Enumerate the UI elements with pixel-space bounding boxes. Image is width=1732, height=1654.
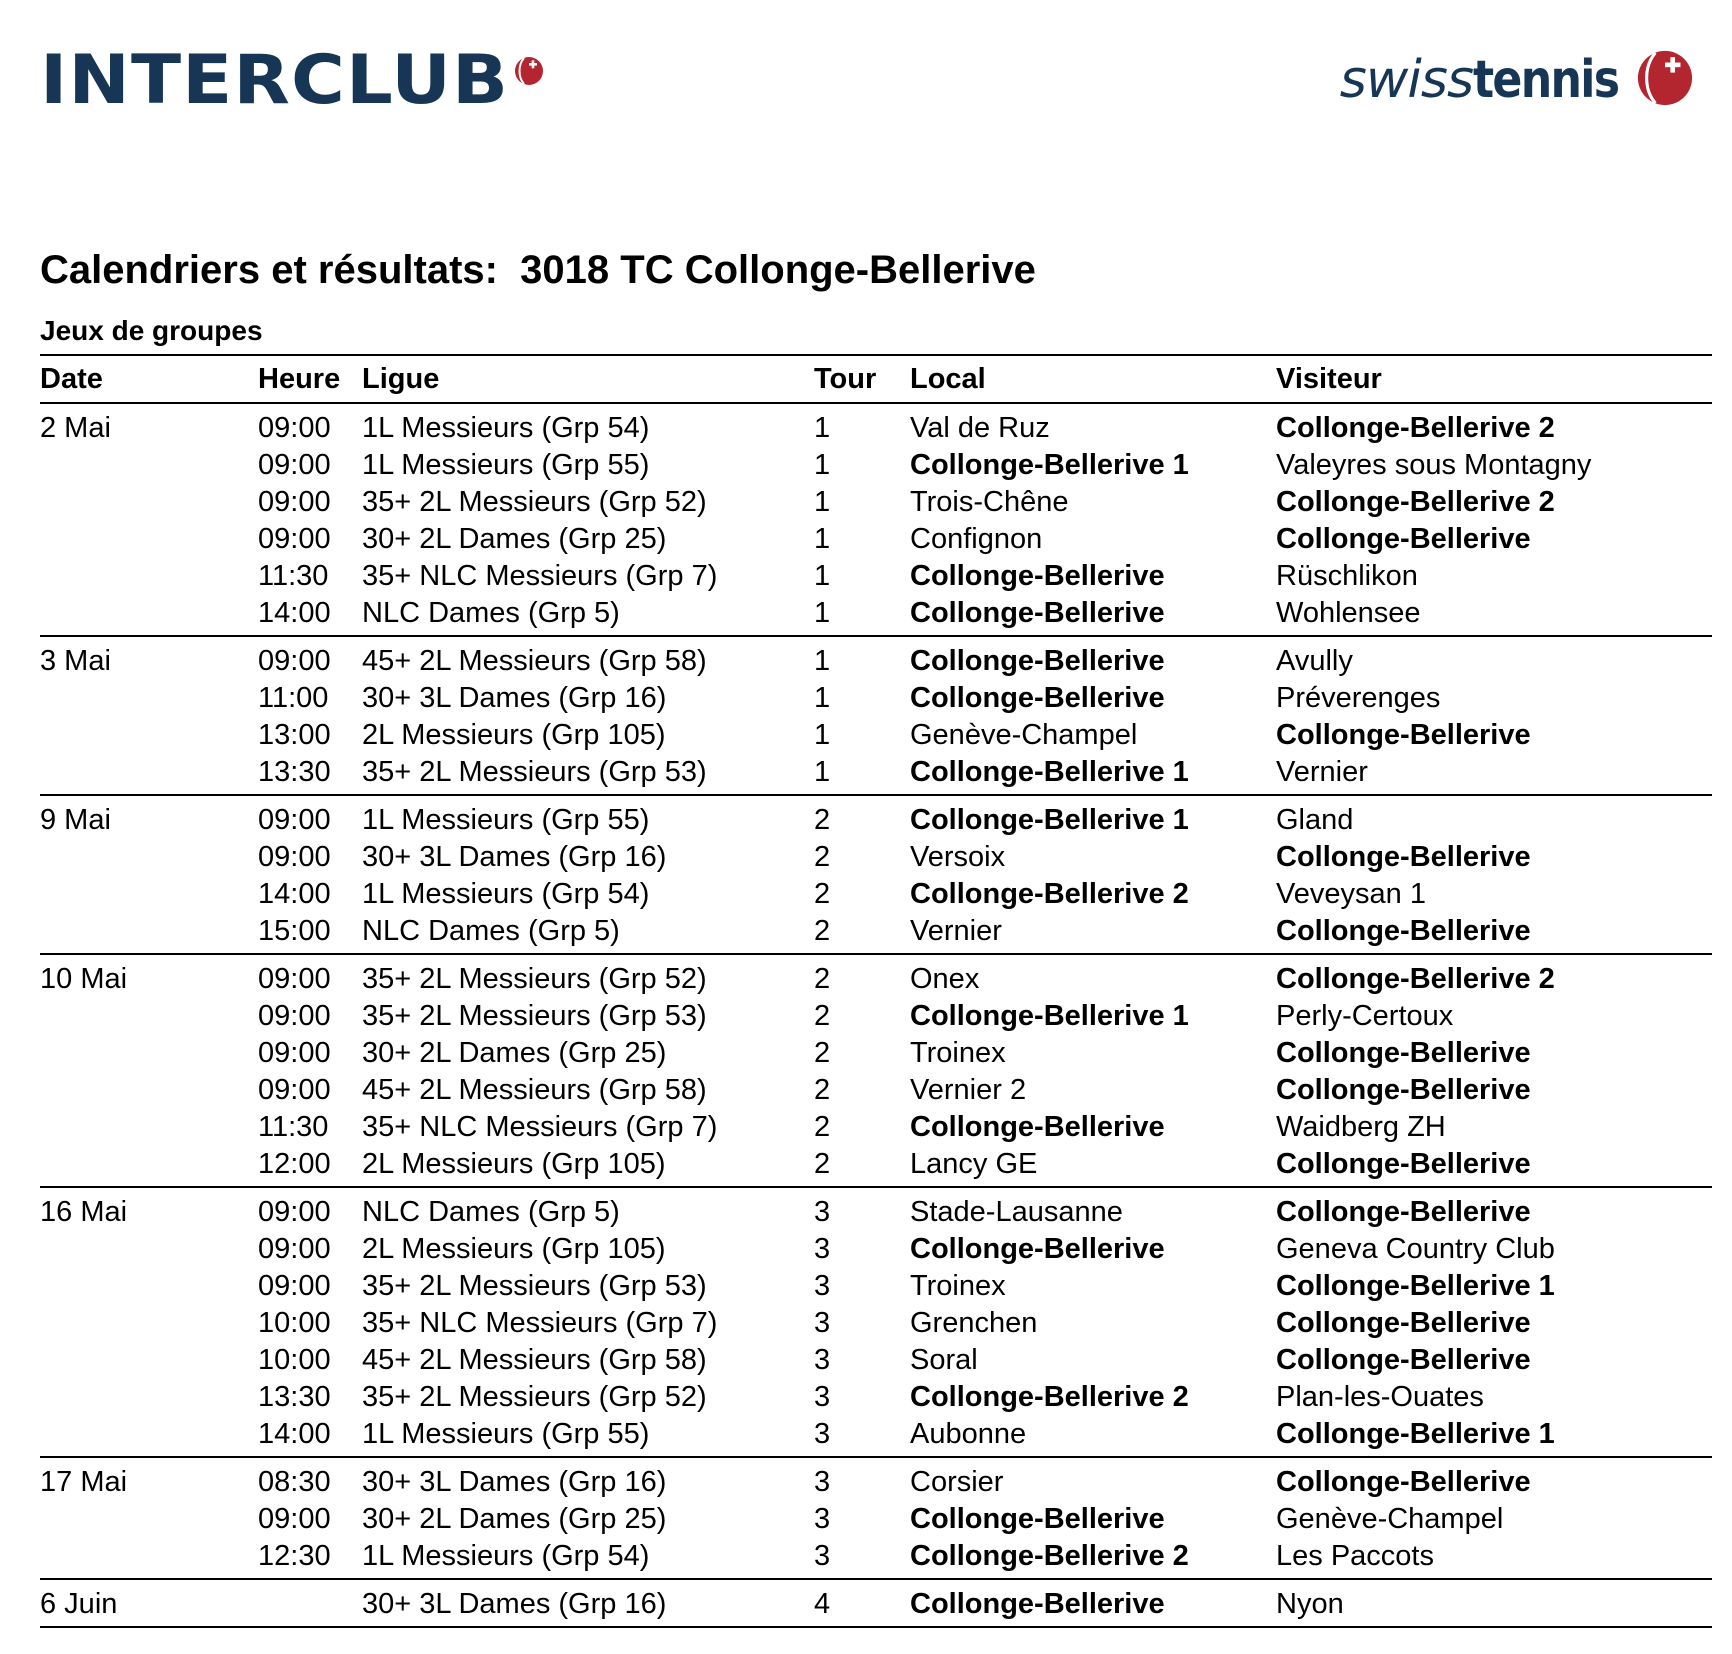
- column-header-league: Ligue: [362, 355, 814, 403]
- cell-time: 09:00: [258, 1037, 331, 1069]
- cell-league: 1L Messieurs (Grp 54): [362, 878, 650, 910]
- cell-date: 2 Mai: [40, 412, 111, 444]
- cell-visitor: Perly-Certoux: [1276, 1000, 1454, 1032]
- cell-league: 1L Messieurs (Grp 55): [362, 449, 650, 481]
- date-group: [40, 1187, 1712, 1457]
- table-row: [40, 876, 1712, 913]
- cell-visitor: Waidberg ZH: [1276, 1111, 1446, 1143]
- cell-date: [40, 1379, 258, 1416]
- cell-local: Stade-Lausanne: [910, 1196, 1123, 1228]
- cell-visitor: Collonge-Bellerive: [1276, 1148, 1531, 1180]
- table-row: [40, 717, 1712, 754]
- cell-tour: 3: [814, 1466, 831, 1498]
- cell-date: [40, 876, 258, 913]
- date-group: [40, 403, 1712, 636]
- cell-local: Collonge-Bellerive: [910, 560, 1165, 592]
- cell-time: 09:00: [258, 1233, 331, 1265]
- cell-league: 35+ NLC Messieurs (Grp 7): [362, 1307, 718, 1339]
- cell-league: 30+ 3L Dames (Grp 16): [362, 1588, 667, 1620]
- swiss-tennis-ball-icon: [1636, 49, 1694, 112]
- cell-local: Trois-Chêne: [910, 486, 1069, 518]
- cell-tour: 3: [814, 1344, 831, 1376]
- table-row: [40, 1072, 1712, 1109]
- cell-local: Collonge-Bellerive 2: [910, 878, 1189, 910]
- table-row: [40, 1305, 1712, 1342]
- swisstennis-logo-bold: tennis: [1473, 50, 1619, 110]
- cell-time: 09:00: [258, 1270, 331, 1302]
- table-row: [40, 1109, 1712, 1146]
- cell-tour: 1: [814, 645, 831, 677]
- cell-league: 2L Messieurs (Grp 105): [362, 1233, 666, 1265]
- column-header-tour: Tour: [814, 355, 910, 403]
- page-title: Calendriers et résultats: 3018 TC Collonge-Bellerive: [40, 248, 1036, 292]
- cell-league: 2L Messieurs (Grp 105): [362, 719, 666, 751]
- cell-league: 1L Messieurs (Grp 54): [362, 412, 650, 444]
- table-row: [40, 447, 1712, 484]
- cell-time: 11:30: [258, 560, 329, 592]
- cell-date: [40, 754, 258, 795]
- cell-local: Val de Ruz: [910, 412, 1050, 444]
- cell-visitor: Collonge-Bellerive: [1276, 1037, 1531, 1069]
- cell-time: 11:30: [258, 1111, 329, 1143]
- cell-time: 14:00: [258, 1418, 331, 1450]
- cell-visitor: Vernier: [1276, 756, 1368, 788]
- cell-visitor: Collonge-Bellerive: [1276, 915, 1531, 947]
- cell-visitor: Collonge-Bellerive: [1276, 1344, 1531, 1376]
- cell-tour: 1: [814, 523, 831, 555]
- cell-visitor: Collonge-Bellerive: [1276, 523, 1531, 555]
- table-row: [40, 680, 1712, 717]
- cell-date: [40, 913, 258, 954]
- table-row: [40, 1457, 1712, 1501]
- cell-time: 12:00: [258, 1148, 331, 1180]
- cell-time: 14:00: [258, 878, 331, 910]
- cell-time: [258, 1579, 362, 1627]
- cell-local: Troinex: [910, 1270, 1006, 1302]
- cell-time: 09:00: [258, 523, 331, 555]
- cell-date: [40, 1538, 258, 1579]
- cell-league: 35+ 2L Messieurs (Grp 53): [362, 1270, 707, 1302]
- cell-local: Collonge-Bellerive: [910, 597, 1165, 629]
- cell-tour: 1: [814, 756, 831, 788]
- cell-tour: 1: [814, 682, 831, 714]
- cell-local: Onex: [910, 963, 980, 995]
- table-row: [40, 595, 1712, 636]
- cell-tour: 4: [814, 1588, 831, 1620]
- cell-time: 09:00: [258, 963, 331, 995]
- table-row: [40, 1538, 1712, 1579]
- table-row: [40, 558, 1712, 595]
- cell-league: 35+ 2L Messieurs (Grp 52): [362, 486, 707, 518]
- cell-league: 30+ 3L Dames (Grp 16): [362, 841, 667, 873]
- cell-league: 1L Messieurs (Grp 55): [362, 1418, 650, 1450]
- cell-tour: 1: [814, 597, 831, 629]
- cell-time: 09:00: [258, 1000, 331, 1032]
- cell-visitor: Collonge-Bellerive 1: [1276, 1270, 1555, 1302]
- cell-local: Collonge-Bellerive: [910, 645, 1165, 677]
- cell-tour: 3: [814, 1233, 831, 1265]
- table-row: [40, 913, 1712, 954]
- cell-tour: 1: [814, 449, 831, 481]
- table-row: [40, 754, 1712, 795]
- cell-date: [40, 558, 258, 595]
- cell-visitor: Valeyres sous Montagny: [1276, 449, 1592, 481]
- cell-tour: 2: [814, 915, 831, 947]
- cell-league: 35+ 2L Messieurs (Grp 52): [362, 1381, 707, 1413]
- swisstennis-logo: [1340, 50, 1694, 110]
- cell-time: 09:00: [258, 841, 331, 873]
- cell-visitor: Collonge-Bellerive: [1276, 841, 1531, 873]
- table-row: [40, 521, 1712, 558]
- cell-tour: 3: [814, 1381, 831, 1413]
- cell-visitor: Rüschlikon: [1276, 560, 1418, 592]
- cell-tour: 3: [814, 1270, 831, 1302]
- table-row: [40, 1187, 1712, 1231]
- cell-date: [40, 1109, 258, 1146]
- cell-time: 13:30: [258, 1381, 331, 1413]
- cell-date: [40, 484, 258, 521]
- cell-local: Corsier: [910, 1466, 1004, 1498]
- cell-time: 13:00: [258, 719, 331, 751]
- column-header-visitor: Visiteur: [1276, 355, 1712, 403]
- cell-visitor: Collonge-Bellerive: [1276, 1074, 1531, 1106]
- swisstennis-logo-light: swiss: [1339, 50, 1474, 110]
- table-row: [40, 1416, 1712, 1457]
- column-header-local: Local: [910, 355, 1276, 403]
- cell-tour: 3: [814, 1503, 831, 1535]
- cell-date: [40, 1035, 258, 1072]
- date-group: [40, 636, 1712, 795]
- table-row: [40, 1268, 1712, 1305]
- cell-tour: 1: [814, 486, 831, 518]
- cell-time: 14:00: [258, 597, 331, 629]
- table-row: [40, 998, 1712, 1035]
- cell-league: 35+ NLC Messieurs (Grp 7): [362, 560, 718, 592]
- table-row: [40, 839, 1712, 876]
- cell-time: 11:00: [258, 682, 329, 714]
- cell-date: [40, 1268, 258, 1305]
- cell-date: 3 Mai: [40, 645, 111, 677]
- cell-tour: 2: [814, 1000, 831, 1032]
- cell-visitor: Collonge-Bellerive: [1276, 719, 1531, 751]
- cell-local: Grenchen: [910, 1307, 1038, 1339]
- cell-league: 45+ 2L Messieurs (Grp 58): [362, 645, 707, 677]
- cell-local: Soral: [910, 1344, 978, 1376]
- cell-visitor: Nyon: [1276, 1588, 1344, 1620]
- cell-league: NLC Dames (Grp 5): [362, 1196, 620, 1228]
- cell-local: Vernier 2: [910, 1074, 1027, 1106]
- cell-visitor: Collonge-Bellerive 2: [1276, 412, 1555, 444]
- cell-date: 17 Mai: [40, 1466, 128, 1498]
- cell-visitor: Les Paccots: [1276, 1540, 1434, 1572]
- cell-tour: 3: [814, 1418, 831, 1450]
- cell-time: 09:00: [258, 1503, 331, 1535]
- date-group: [40, 795, 1712, 954]
- cell-tour: 2: [814, 1074, 831, 1106]
- table-row: [40, 1579, 1712, 1627]
- cell-tour: 3: [814, 1196, 831, 1228]
- cell-tour: 2: [814, 1148, 831, 1180]
- cell-visitor: Préverenges: [1276, 682, 1441, 714]
- table-header-row: [40, 355, 1712, 403]
- cell-visitor: Collonge-Bellerive: [1276, 1196, 1531, 1228]
- table-row: [40, 795, 1712, 839]
- cell-local: Collonge-Bellerive 2: [910, 1540, 1189, 1572]
- cell-tour: 2: [814, 804, 831, 836]
- cell-date: 9 Mai: [40, 804, 111, 836]
- cell-local: Collonge-Bellerive 1: [910, 1000, 1189, 1032]
- cell-date: 16 Mai: [40, 1196, 128, 1228]
- cell-visitor: Collonge-Bellerive 2: [1276, 486, 1555, 518]
- cell-visitor: Collonge-Bellerive: [1276, 1466, 1531, 1498]
- cell-league: 30+ 3L Dames (Grp 16): [362, 1466, 667, 1498]
- cell-local: Vernier: [910, 915, 1002, 947]
- cell-time: 09:00: [258, 486, 331, 518]
- schedule-table: [40, 354, 1712, 1628]
- cell-time: 09:00: [258, 412, 331, 444]
- cell-time: 10:00: [258, 1344, 331, 1376]
- cell-visitor: Gland: [1276, 804, 1354, 836]
- cell-tour: 2: [814, 1111, 831, 1143]
- column-header-time: Heure: [258, 355, 362, 403]
- column-header-date: Date: [40, 355, 258, 403]
- cell-league: 30+ 2L Dames (Grp 25): [362, 1503, 667, 1535]
- cell-time: 10:00: [258, 1307, 331, 1339]
- interclub-logo: [40, 41, 544, 120]
- cell-tour: 2: [814, 963, 831, 995]
- cell-league: 45+ 2L Messieurs (Grp 58): [362, 1344, 707, 1376]
- table-row: [40, 403, 1712, 447]
- cell-date: [40, 680, 258, 717]
- cell-tour: 1: [814, 412, 831, 444]
- cell-local: Collonge-Bellerive 1: [910, 804, 1189, 836]
- cell-time: 15:00: [258, 915, 331, 947]
- cell-local: Collonge-Bellerive 1: [910, 449, 1189, 481]
- cell-date: [40, 1072, 258, 1109]
- table-row: [40, 1379, 1712, 1416]
- cell-league: 1L Messieurs (Grp 55): [362, 804, 650, 836]
- cell-league: 45+ 2L Messieurs (Grp 58): [362, 1074, 707, 1106]
- cell-local: Troinex: [910, 1037, 1006, 1069]
- cell-league: 35+ 2L Messieurs (Grp 52): [362, 963, 707, 995]
- cell-local: Confignon: [910, 523, 1043, 555]
- table-row: [40, 484, 1712, 521]
- cell-visitor: Collonge-Bellerive 2: [1276, 963, 1555, 995]
- cell-time: 09:00: [258, 449, 331, 481]
- cell-time: 12:30: [258, 1540, 331, 1572]
- cell-local: Collonge-Bellerive 2: [910, 1381, 1189, 1413]
- cell-local: Collonge-Bellerive 1: [910, 756, 1189, 788]
- cell-local: Aubonne: [910, 1418, 1027, 1450]
- table-row: [40, 1501, 1712, 1538]
- cell-tour: 2: [814, 1037, 831, 1069]
- cell-visitor: Geneva Country Club: [1276, 1233, 1555, 1265]
- cell-league: 35+ 2L Messieurs (Grp 53): [362, 1000, 707, 1032]
- table-row: [40, 954, 1712, 998]
- cell-visitor: Veveysan 1: [1276, 878, 1426, 910]
- cell-tour: 3: [814, 1540, 831, 1572]
- date-group: [40, 954, 1712, 1187]
- cell-league: 30+ 2L Dames (Grp 25): [362, 523, 667, 555]
- cell-tour: 2: [814, 878, 831, 910]
- cell-league: NLC Dames (Grp 5): [362, 915, 620, 947]
- cell-time: 09:00: [258, 804, 331, 836]
- cell-date: [40, 1416, 258, 1457]
- cell-tour: 1: [814, 560, 831, 592]
- cell-visitor: Avully: [1276, 645, 1353, 677]
- cell-date: [40, 521, 258, 558]
- cell-date: 10 Mai: [40, 963, 128, 995]
- table-row: [40, 636, 1712, 680]
- cell-league: 2L Messieurs (Grp 105): [362, 1148, 666, 1180]
- cell-time: 09:00: [258, 645, 331, 677]
- cell-date: [40, 1342, 258, 1379]
- swiss-tennis-ball-icon: [514, 56, 544, 91]
- cell-time: 09:00: [258, 1074, 331, 1106]
- cell-league: 35+ NLC Messieurs (Grp 7): [362, 1111, 718, 1143]
- cell-date: [40, 1146, 258, 1187]
- interclub-logo-text: INTERCLUB: [40, 41, 510, 120]
- table-row: [40, 1146, 1712, 1187]
- cell-tour: 1: [814, 719, 831, 751]
- section-title: Jeux de groupes: [40, 315, 263, 346]
- cell-date: 6 Juin: [40, 1588, 118, 1620]
- date-group: [40, 1579, 1712, 1627]
- cell-date: [40, 1501, 258, 1538]
- cell-league: 30+ 2L Dames (Grp 25): [362, 1037, 667, 1069]
- cell-date: [40, 998, 258, 1035]
- cell-tour: 3: [814, 1307, 831, 1339]
- cell-visitor: Genève-Champel: [1276, 1503, 1504, 1535]
- cell-local: Versoix: [910, 841, 1006, 873]
- cell-league: NLC Dames (Grp 5): [362, 597, 620, 629]
- date-group: [40, 1457, 1712, 1579]
- cell-visitor: Collonge-Bellerive: [1276, 1307, 1531, 1339]
- cell-date: [40, 1231, 258, 1268]
- table-row: [40, 1342, 1712, 1379]
- cell-local: Genève-Champel: [910, 719, 1138, 751]
- cell-date: [40, 717, 258, 754]
- cell-visitor: Plan-les-Ouates: [1276, 1381, 1484, 1413]
- cell-tour: 2: [814, 841, 831, 873]
- cell-local: Lancy GE: [910, 1148, 1038, 1180]
- cell-date: [40, 839, 258, 876]
- cell-date: [40, 1305, 258, 1342]
- cell-time: 13:30: [258, 756, 331, 788]
- cell-date: [40, 595, 258, 636]
- cell-date: [40, 447, 258, 484]
- cell-local: Collonge-Bellerive: [910, 1588, 1165, 1620]
- cell-local: Collonge-Bellerive: [910, 1233, 1165, 1265]
- cell-league: 35+ 2L Messieurs (Grp 53): [362, 756, 707, 788]
- table-row: [40, 1231, 1712, 1268]
- cell-league: 1L Messieurs (Grp 54): [362, 1540, 650, 1572]
- cell-time: 09:00: [258, 1196, 331, 1228]
- cell-local: Collonge-Bellerive: [910, 1503, 1165, 1535]
- cell-league: 30+ 3L Dames (Grp 16): [362, 682, 667, 714]
- cell-local: Collonge-Bellerive: [910, 682, 1165, 714]
- cell-visitor: Collonge-Bellerive 1: [1276, 1418, 1555, 1450]
- cell-visitor: Wohlensee: [1276, 597, 1421, 629]
- cell-local: Collonge-Bellerive: [910, 1111, 1165, 1143]
- cell-time: 08:30: [258, 1466, 331, 1498]
- table-row: [40, 1035, 1712, 1072]
